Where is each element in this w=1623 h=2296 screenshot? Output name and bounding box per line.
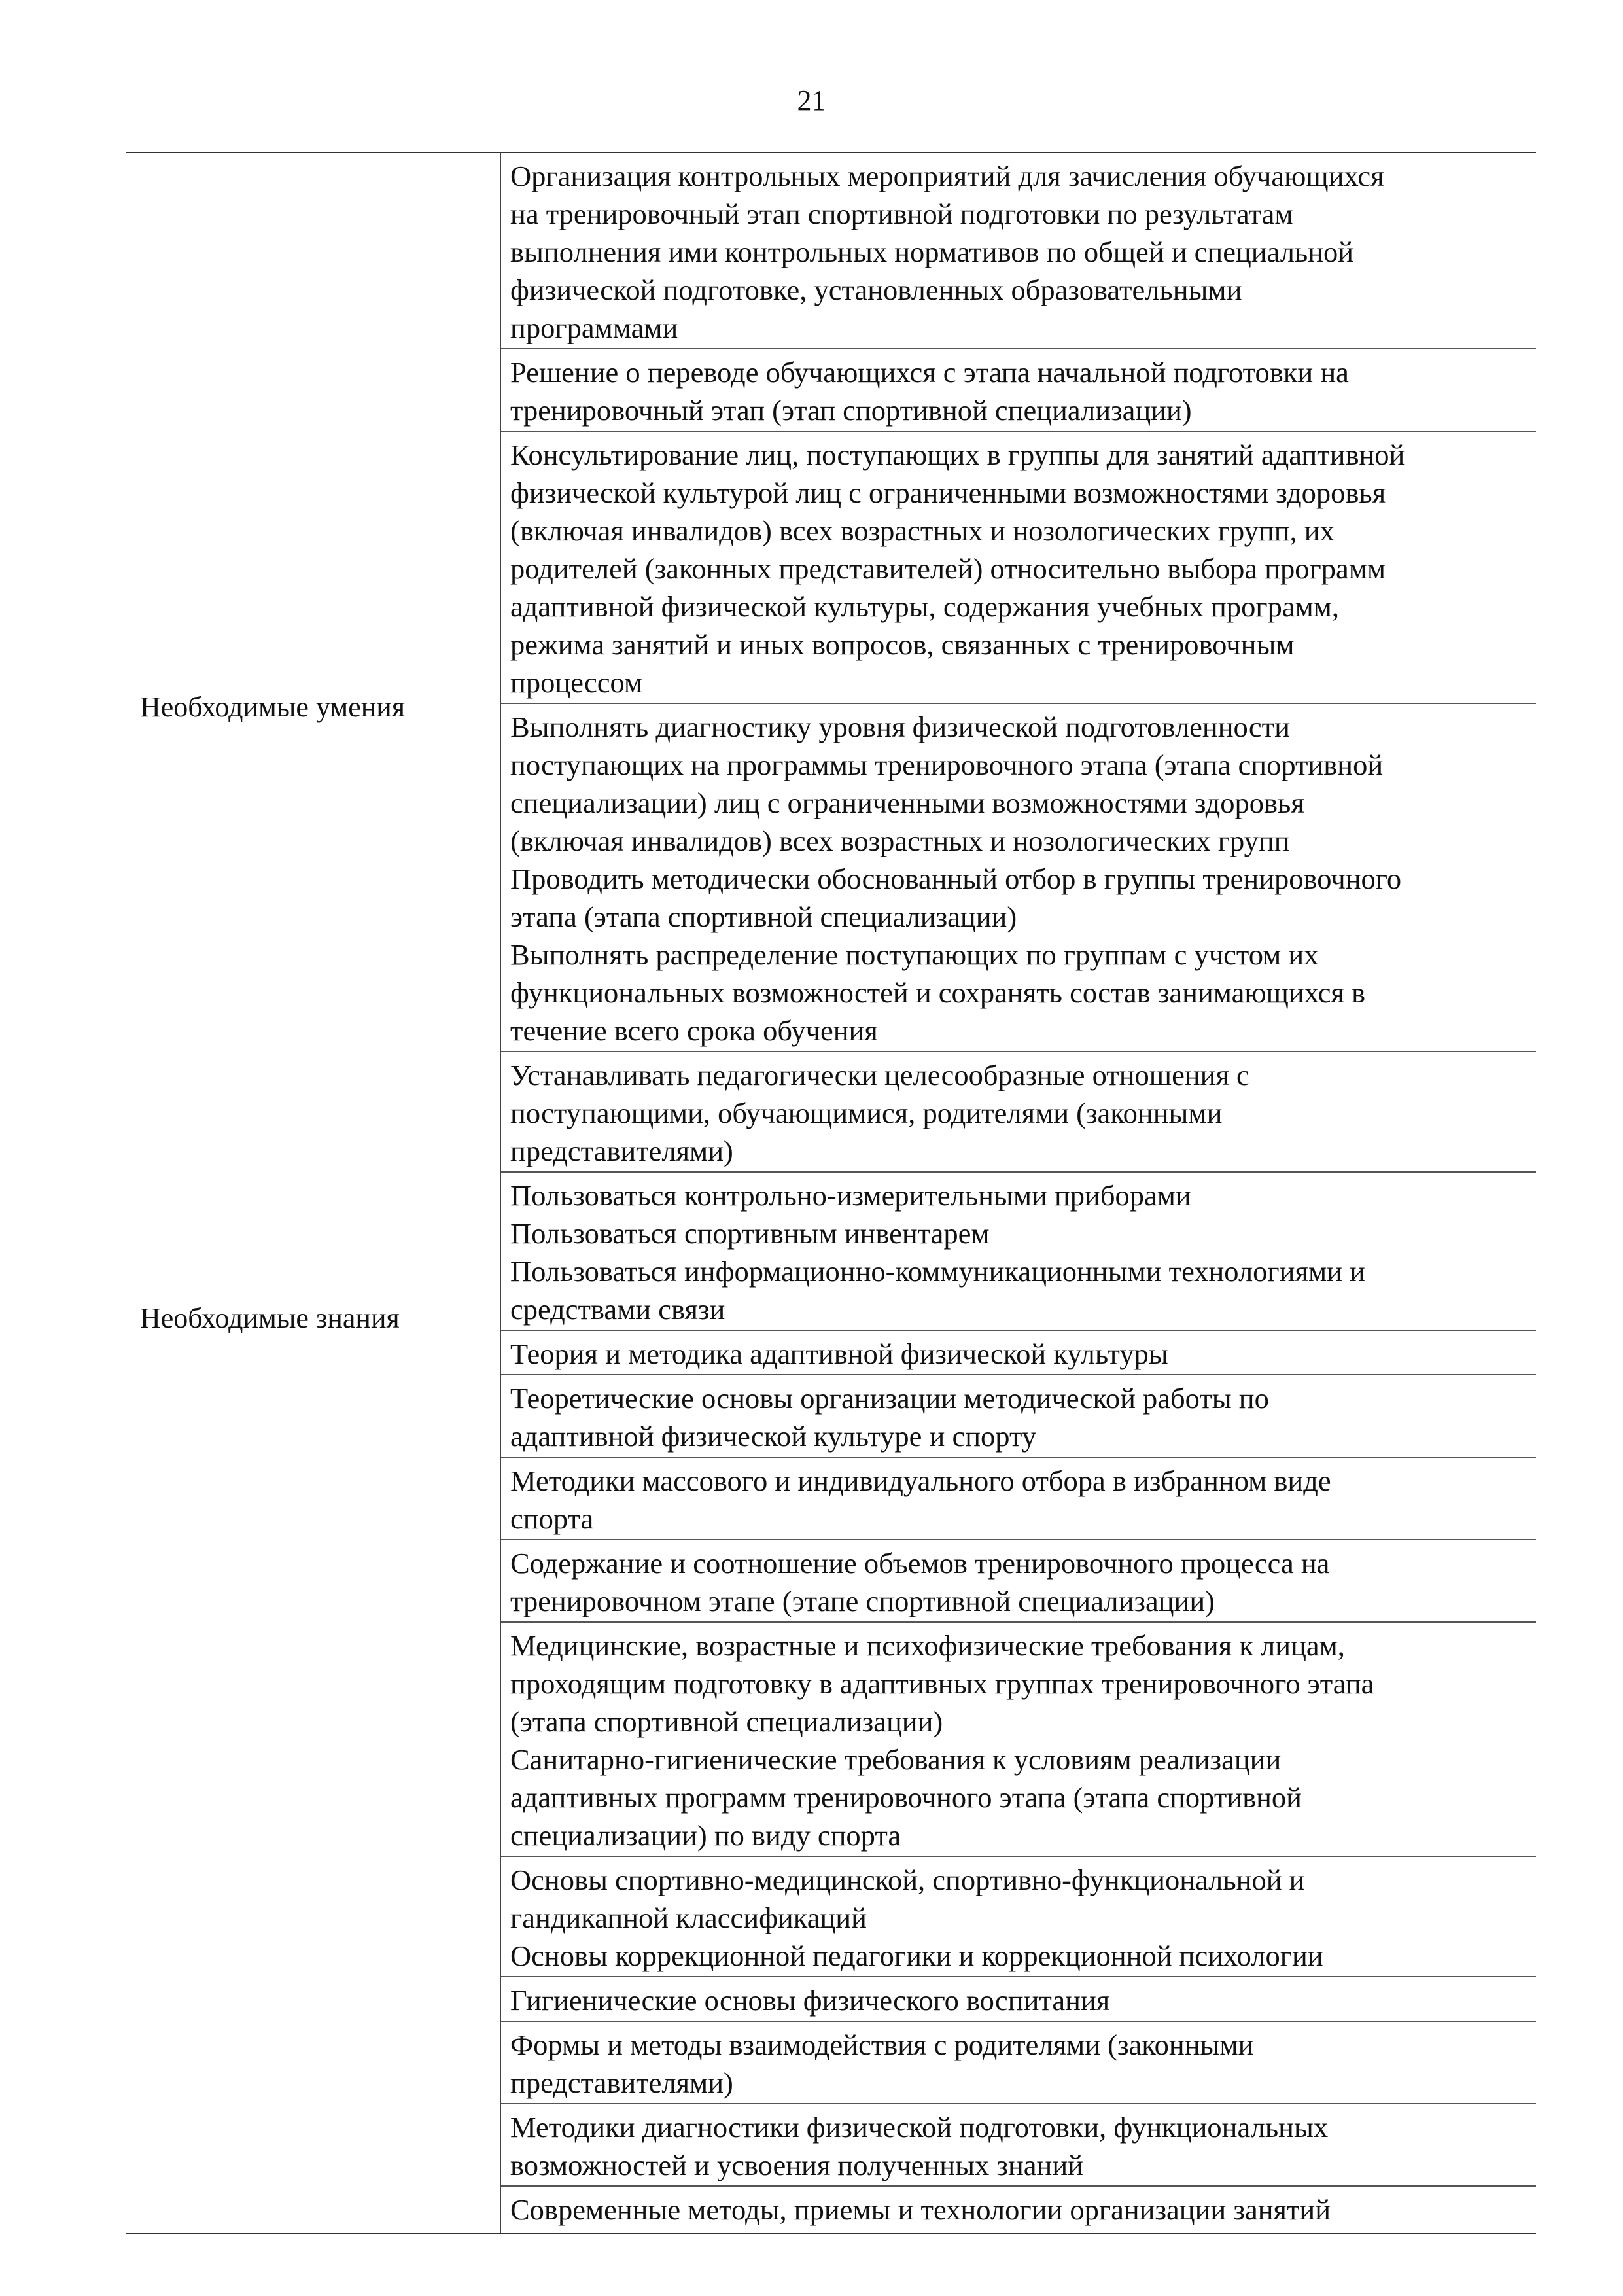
cell-text-line: адаптивных программ тренировочного этапа (этапа спортивной xyxy=(510,1781,1302,1814)
cell-text-line: Теоретические основы организации методической работы по xyxy=(510,1382,1269,1415)
cell-text-line: Гигиенические основы физического воспитания xyxy=(510,1984,1110,2017)
cell-text-line: Выполнять диагностику уровня физической подготовленности xyxy=(510,711,1290,743)
cell-text-line: Содержание и соотношение объемов тренировочного процесса на xyxy=(510,1547,1330,1580)
cell-text-line: Выполнять распределение поступающих по группам с учстом их xyxy=(510,938,1319,971)
cell-text-line: родителей (законных представителей) относительно выбора программ xyxy=(510,552,1386,585)
cell-text-line: Методики массового и индивидуального отбора в избранном виде xyxy=(510,1464,1331,1497)
cell-text-line: Организация контрольных мероприятий для зачисления обучающихся xyxy=(510,160,1384,192)
table-cell xyxy=(501,432,1536,704)
cell-text-line: Решение о переводе обучающихся с этапа начальной подготовки на xyxy=(510,356,1349,389)
table-cell xyxy=(501,704,1536,1052)
cell-text-line: Методики диагностики физической подготовки, функциональных xyxy=(510,2111,1329,2144)
cell-text-line: физической культурой лиц с ограниченными возможностями здоровья xyxy=(510,476,1386,509)
cell-text-line: Санитарно-гигиенические требования к условиям реализации xyxy=(510,1743,1282,1776)
cell-text-line: функциональных возможностей и сохранять состав занимающихся в xyxy=(510,976,1366,1009)
cell-text-line: выполнения ими контрольных нормативов по общей и специальной xyxy=(510,236,1354,268)
cell-text-line: течение всего срока обучения xyxy=(510,1014,878,1047)
cell-text-line: Теория и методика адаптивной физической культуры xyxy=(510,1337,1168,1370)
cell-text-line: адаптивной физической культуры, содержания учебных программ, xyxy=(510,590,1340,623)
cell-text-line: Устанавливать педагогически целесообразные отношения с xyxy=(510,1059,1249,1091)
cell-text-line: (включая инвалидов) всех возрастных и нозологических групп xyxy=(510,824,1290,857)
cell-text-line: процессом xyxy=(510,666,643,699)
competency-table xyxy=(126,152,1536,2234)
cell-text-line: спорта xyxy=(510,1502,594,1535)
cell-text-line: Основы коррекционной педагогики и коррекционной психологии xyxy=(510,1939,1323,1972)
cell-text-line: специализации) лиц с ограниченными возможностями здоровья xyxy=(510,786,1304,819)
cell-text-line: Основы спортивно-медицинской, спортивно-функциональной и xyxy=(510,1863,1305,1896)
table-content-column xyxy=(501,153,1536,2230)
cell-text-line: Медицинские, возрастные и психофизические требования к лицам, xyxy=(510,1629,1345,1662)
cell-text-line: представителями) xyxy=(510,2066,733,2099)
cell-text-line: возможностей и усвоения полученных знаний xyxy=(510,2149,1083,2181)
cell-text-line: программами xyxy=(510,311,678,344)
cell-text-line: тренировочный этап (этап спортивной специализации) xyxy=(510,394,1192,427)
cell-text-line: Консультирование лиц, поступающих в группы для занятий адаптивной xyxy=(510,438,1405,471)
knowledge-label: Необходимые знания xyxy=(140,1302,400,1334)
table-cell xyxy=(501,2104,1536,2187)
cell-text-line: специализации) по виду спорта xyxy=(510,1819,901,1852)
cell-text-line: Пользоваться информационно-коммуникационными технологиями и xyxy=(510,1255,1365,1288)
cell-text-line: Пользоваться спортивным инвентарем xyxy=(510,1217,990,1250)
skills-label: Необходимые умения xyxy=(140,691,406,723)
table-label-column xyxy=(126,153,501,2233)
table-cell xyxy=(501,1052,1536,1173)
cell-text-line: Проводить методически обоснованный отбор в группы тренировочного xyxy=(510,862,1402,895)
table-cell xyxy=(501,2022,1536,2104)
cell-text-line: Пользоваться контрольно-измерительными приборами xyxy=(510,1179,1191,1212)
cell-text-line: поступающих на программы тренировочного этапа (этапа спортивной xyxy=(510,749,1384,781)
cell-text-line: поступающими, обучающимися, родителями (законными xyxy=(510,1097,1223,1129)
cell-text-line: Формы и методы взаимодействия с родителями (законными xyxy=(510,2028,1254,2061)
cell-text-line: адаптивной физической культуре и спорту xyxy=(510,1420,1037,1453)
table-cell xyxy=(501,1173,1536,1331)
table-cell xyxy=(501,2187,1536,2230)
cell-text-line: (этапа спортивной специализации) xyxy=(510,1705,943,1738)
table-cell xyxy=(501,1623,1536,1857)
page-number: 21 xyxy=(797,84,826,116)
table-cell xyxy=(501,1375,1536,1458)
cell-text-line: тренировочном этапе (этапе спортивной специализации) xyxy=(510,1585,1215,1617)
cell-text-line: физической подготовке, установленных образовательными xyxy=(510,274,1242,306)
cell-text-line: (включая инвалидов) всех возрастных и нозологических групп, их xyxy=(510,514,1335,547)
table-cell xyxy=(501,349,1536,432)
cell-text-line: режима занятий и иных вопросов, связанных с тренировочным xyxy=(510,628,1295,661)
cell-text-line: средствами связи xyxy=(510,1293,725,1326)
cell-text-line: этапа (этапа спортивной специализации) xyxy=(510,900,1017,933)
cell-text-line: представителями) xyxy=(510,1135,733,1167)
cell-text-line: проходящим подготовку в адаптивных группах тренировочного этапа xyxy=(510,1667,1374,1700)
table-cell xyxy=(501,1540,1536,1623)
table-cell xyxy=(501,153,1536,349)
cell-text-line: гандикапной классификаций xyxy=(510,1901,867,1934)
table-cell xyxy=(501,1977,1536,2022)
table-cell xyxy=(501,1458,1536,1540)
table-cell xyxy=(501,1857,1536,1977)
cell-text-line: на тренировочный этап спортивной подготовки по результатам xyxy=(510,198,1293,230)
cell-text-line: Современные методы, приемы и технологии организации занятий xyxy=(510,2193,1331,2226)
table-cell xyxy=(501,1331,1536,1375)
